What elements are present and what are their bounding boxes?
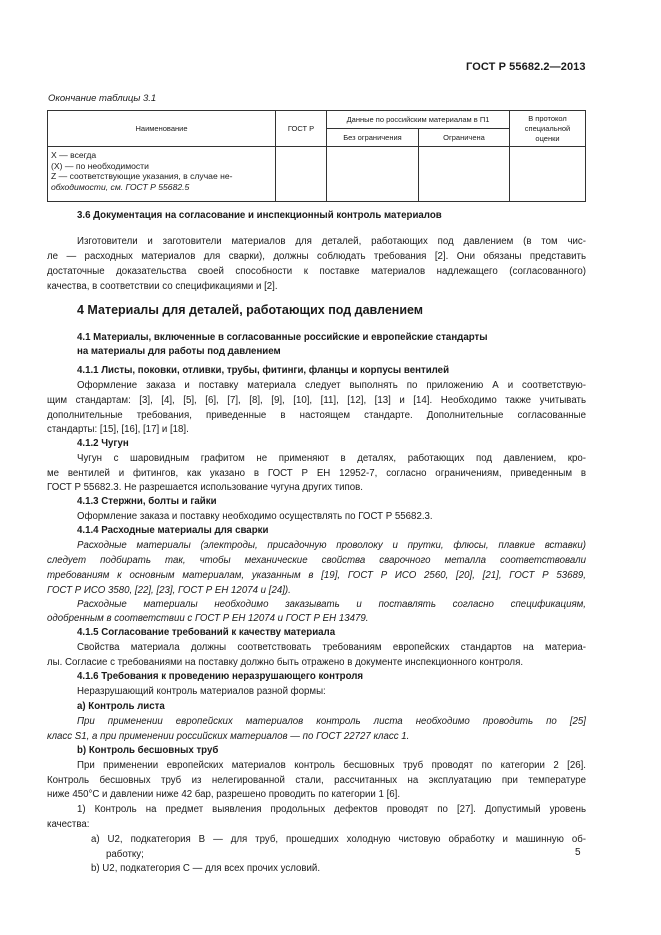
materials-table bbox=[47, 110, 586, 202]
col-header-protocol: В протокол специальной оценки bbox=[510, 111, 586, 147]
col-header-gost: ГОСТ Р bbox=[276, 111, 327, 147]
paragraph-line: Чугун с шаровидным графитом не применяют в деталях, работающих под давлением, кро- bbox=[77, 453, 586, 464]
legend-line: Z — соответствующие указания, в случае не- bbox=[51, 171, 233, 182]
item-a-heading: а) Контроль листа bbox=[77, 701, 165, 712]
paragraph-line: лы. Согласие с требованиями на поставку должно быть отражено в документе инспекционного контроля. bbox=[47, 657, 524, 668]
paragraph-line: Расходные материалы (электроды, присадочную проволоку и прутки, флюсы, плавкие вставки) bbox=[77, 540, 586, 551]
paragraph-line: Изготовители и заготовители материалов для деталей, работающих под давлением (в том чис- bbox=[77, 236, 586, 247]
section-4-heading: 4 Материалы для деталей, работающих под давлением bbox=[77, 303, 424, 317]
table-cell-empty bbox=[510, 147, 586, 202]
section-4-1-6-heading: 4.1.6 Требования к проведению неразрушающего контроля bbox=[77, 671, 364, 682]
paragraph-line: ниже 450°С и давлении ниже 42 бар, разрешено проводить по категории 1 [6]. bbox=[47, 789, 401, 800]
col-header-ru-data: Данные по российским материалам в П1 bbox=[327, 111, 510, 129]
paragraph-line: требованиям к основным материалам, указанным в [19], ГОСТ Р ИСО 2560, [20], [21], ГОСТ Р 53689, bbox=[47, 570, 586, 581]
section-3-6-heading: 3.6 Документация на согласование и инспекционный контроль материалов bbox=[77, 210, 442, 221]
section-4-1-heading: 4.1 Материалы, включенные в согласованные российские и европейские стандарты bbox=[77, 332, 488, 343]
subheader-no-limit: Без ограничения bbox=[327, 129, 419, 147]
paragraph-line: а) U2, подкатегория В — для труб, прошедших холодную чистовую обработку и машинную об- bbox=[91, 834, 586, 845]
paragraph-line: Оформление заказа и поставку материала следует выполнять по приложению А и соответствую- bbox=[77, 380, 586, 391]
paragraph-line: дополнительные требования, приведенные в настоящем стандарте. Дополнительные согласованные bbox=[47, 410, 586, 421]
item-b-heading: b) Контроль бесшовных труб bbox=[77, 745, 219, 756]
paragraph-line: b) U2, подкатегория С — для всех прочих условий. bbox=[91, 863, 321, 874]
paragraph-line: Неразрушающий контроль материалов разной формы: bbox=[77, 686, 326, 697]
paragraph-line: Контроль бесшовных труб из нелегированной стали, рассчитанных на эксплуатацию при температуре bbox=[47, 775, 586, 786]
paragraph-line: При применении европейских материалов контроль бесшовных труб проводят по категории 2 [26]. bbox=[77, 760, 586, 771]
paragraph-line: следует подбирать так, чтобы механические свойства сварочного металла соответствовали bbox=[47, 555, 586, 566]
section-4-1-2-heading: 4.1.2 Чугун bbox=[77, 438, 129, 449]
paragraph-line: качества, в соответствии со спецификациями и [2]. bbox=[47, 281, 278, 292]
page-number: 5 bbox=[575, 847, 581, 858]
paragraph-line: качества: bbox=[47, 819, 90, 830]
paragraph-line: достаточные доказательства своей способности к поставке материалов надлежащего (согласованного) bbox=[47, 266, 586, 277]
legend-line: (X) — по необходимости bbox=[51, 160, 149, 171]
paragraph-line: работку; bbox=[106, 849, 144, 860]
paragraph-line: При применении европейских материалов контроль листа необходимо проводить по [25] bbox=[77, 716, 586, 727]
paragraph-line: ле — расходных материалов для сварки), должны соблюдать требования [2]. Они обязаны представить bbox=[47, 251, 586, 262]
paragraph-line: ГОСТ Р ИСО 3580, [22], [23], ГОСТ Р ЕН 12074 и [24]). bbox=[47, 585, 291, 596]
section-4-1-3-heading: 4.1.3 Стержни, болты и гайки bbox=[77, 496, 217, 507]
table-cell-empty bbox=[419, 147, 510, 202]
paragraph-line: класс S1, а при применении российских материалов — по ГОСТ 22727 класс 1. bbox=[47, 731, 410, 742]
table-cell-empty bbox=[276, 147, 327, 202]
section-4-1-4-heading: 4.1.4 Расходные материалы для сварки bbox=[77, 525, 269, 536]
paragraph-line: ме вентилей и фитингов, как указано в ГОСТ Р ЕН 12952-7, согласно ограничениям, приведенным в bbox=[47, 468, 586, 479]
paragraph-line: Оформление заказа и поставку необходимо осуществлять по ГОСТ Р 55682.3. bbox=[77, 511, 433, 522]
paragraph-line: одобренным в соответствии с ГОСТ Р ЕН 12074 и ГОСТ Р ЕН 13479. bbox=[47, 613, 369, 624]
subheader-limited: Ограничена bbox=[419, 129, 510, 147]
paragraph-line: стандарты: [15], [16], [17] и [18]. bbox=[47, 424, 189, 435]
col-header-name: Наименование bbox=[48, 111, 276, 147]
paragraph-line: щим стандартам: [3], [4], [5], [6], [7], [8], [9], [10], [11], [12], [13] и [14]. Необходимо также учитывать bbox=[47, 395, 586, 406]
paragraph-line: ГОСТ Р 55682.3. Не разрешается использование чугуна других типов. bbox=[47, 482, 364, 493]
table-legend-cell bbox=[48, 147, 276, 202]
paragraph-line: 1) Контроль на предмет выявления продольных дефектов проводят по [27]. Допустимый уровень bbox=[77, 804, 586, 815]
table-cell-empty bbox=[327, 147, 419, 202]
table-caption: Окончание таблицы 3.1 bbox=[48, 93, 157, 104]
section-4-1-heading-cont: на материалы для работы под давлением bbox=[77, 346, 281, 357]
section-4-1-1-heading: 4.1.1 Листы, поковки, отливки, трубы, фитинги, фланцы и корпусы вентилей bbox=[77, 365, 450, 376]
paragraph-line: Расходные материалы необходимо заказывать и поставлять согласно спецификациям, bbox=[77, 599, 586, 610]
paragraph-line: Свойства материала должны соответствовать требованиям европейских стандартов на материа- bbox=[77, 642, 586, 653]
document-code: ГОСТ Р 55682.2—2013 bbox=[466, 61, 586, 73]
legend-line: X — всегда bbox=[51, 150, 97, 160]
legend-line: обходимости, см. ГОСТ Р 55682.5 bbox=[51, 181, 190, 192]
section-4-1-5-heading: 4.1.5 Согласование требований к качеству материала bbox=[77, 627, 336, 638]
